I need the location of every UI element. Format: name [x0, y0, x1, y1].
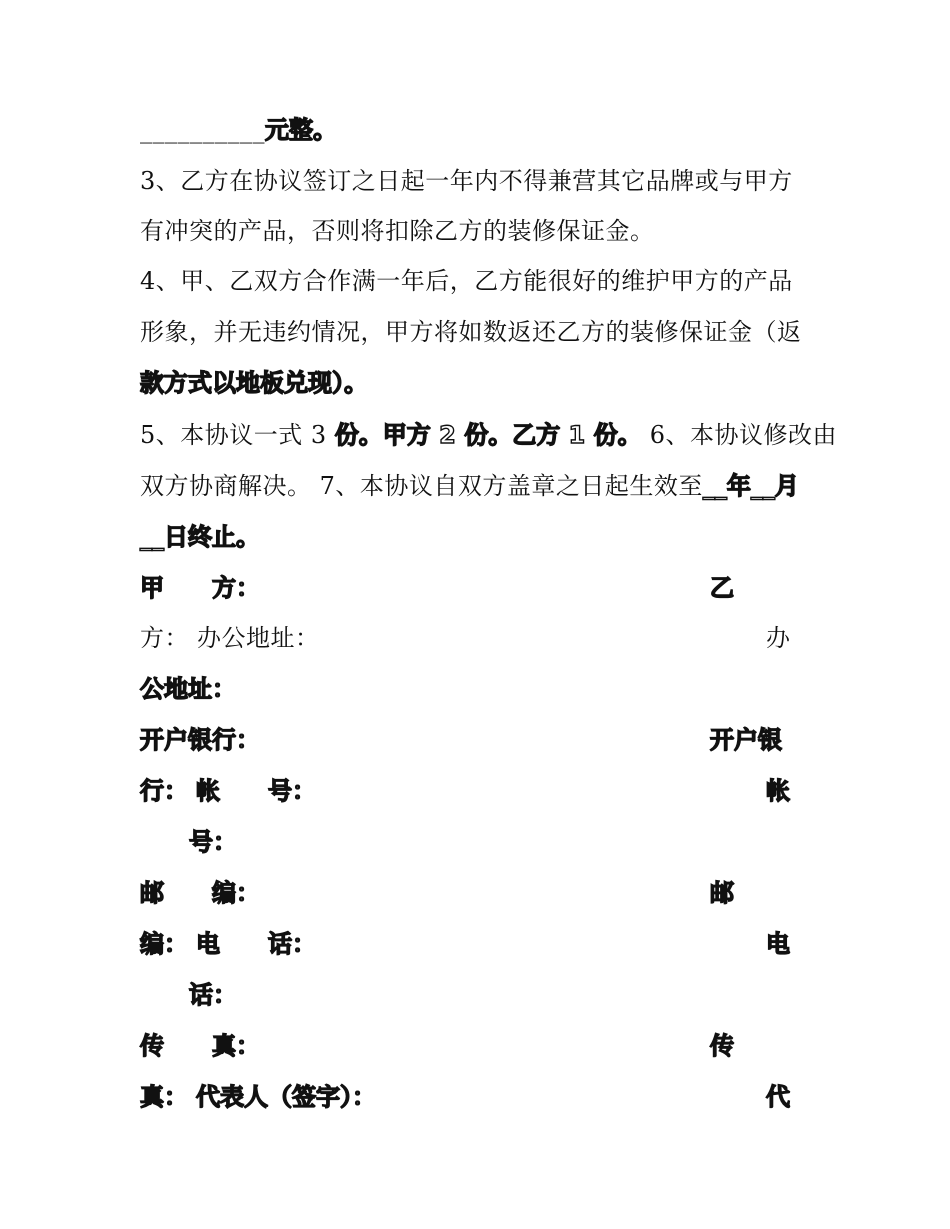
blank-amount: __________	[140, 116, 265, 144]
phone-b-part1: 电	[766, 930, 790, 958]
postcode-b-part1: 邮	[710, 879, 734, 907]
clause-5-copies: 份。甲方 2 份。乙方 1 份。	[334, 421, 642, 449]
party-b-label-part2: 方：	[140, 624, 189, 652]
clause-7-line-2: __日终止。	[140, 523, 260, 551]
fax-label: 传 真：	[140, 1032, 260, 1060]
clause-3-line-2: 有冲突的产品，否则将扣除乙方的装修保证金。	[140, 217, 655, 245]
fax-b-part1: 传	[710, 1032, 734, 1060]
account-b-part2: 号：	[189, 828, 237, 856]
text-line-1	[140, 115, 337, 145]
party-b-label-part1: 乙	[710, 574, 734, 602]
account-label: 帐 号：	[196, 777, 316, 805]
clause-3-line-1: 3、乙方在协议签订之日起一年内不得兼营其它品牌或与甲方	[140, 167, 793, 195]
clause-4-line-2: 形象，并无违约情况，甲方将如数返还乙方的装修保证金（返	[140, 318, 802, 346]
postcode-b-part2: 编：	[140, 930, 188, 958]
clause-4-line-1: 4、甲、乙双方合作满一年后，乙方能很好的维护甲方的产品	[140, 267, 793, 295]
clause-6-start: 6、本协议修改由	[641, 421, 838, 449]
fax-b-part2: 真：	[140, 1083, 188, 1111]
clause-4-line-3: 款方式以地板兑现）。	[140, 369, 368, 397]
clause-7-date: __年__月	[702, 472, 799, 500]
bank-label: 开户银行：	[140, 726, 260, 754]
clause-5-line-1	[140, 420, 837, 450]
phone-b-part2: 话：	[189, 981, 237, 1009]
postcode-label: 邮 编：	[140, 879, 260, 907]
representative-label: 代表人（签字）：	[196, 1083, 376, 1111]
phone-label: 电 话：	[196, 930, 316, 958]
bank-b-part2: 行：	[140, 777, 188, 805]
office-address-label: 办公地址：	[197, 624, 320, 652]
clause-5-start: 5、本协议一式 3	[140, 421, 335, 449]
clause-6-line-2	[140, 471, 799, 501]
party-a-label: 甲 方：	[140, 574, 260, 602]
account-row	[140, 776, 316, 806]
party-b-row	[140, 623, 320, 653]
representative-b-part1: 代	[766, 1083, 790, 1111]
clause-7-text: 双方协商解决。 7、本协议自双方盖章之日起生效至	[140, 472, 703, 500]
office-address-b-part2: 公地址：	[140, 675, 236, 703]
bank-b-part1: 开户银	[710, 726, 782, 754]
office-address-b-part1: 办	[766, 624, 790, 652]
account-b-part1: 帐	[766, 777, 790, 805]
phone-row	[140, 929, 316, 959]
rep-row	[140, 1082, 376, 1112]
amount-suffix: 元整。	[265, 116, 337, 144]
